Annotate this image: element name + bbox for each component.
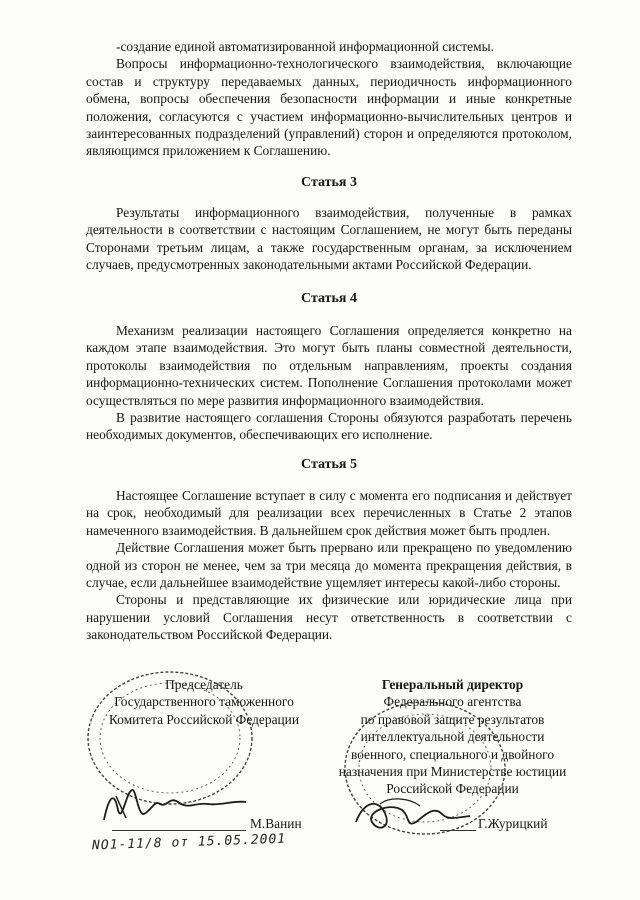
article-4-paragraph-1: Механизм реализации настоящего Соглашения определяется конкретно на каждом этапе взаимодействия. Это могут быть планы совместной деятельности, протоколы взаимодействия по отдельным направлениям, проекты создания информационно-технических систем. Пополнение Соглашения протоколами может осуществляться по мере развития информационного взаимодействия. [86, 323, 572, 408]
intro-section [86, 38, 572, 160]
right-signatory-org-1: Федерального агентства [383, 694, 522, 710]
right-signatory-org-5: назначения при Министерстве юстиции [338, 764, 567, 780]
article-5-body [86, 487, 572, 644]
left-signature-line [112, 830, 246, 831]
right-signatory-org-6: Российской Федерации [386, 781, 519, 797]
article-3-paragraph-1: Результаты информационного взаимодействия, полученные в рамках деятельности в соответствии с настоящим Соглашением, не могут быть переданы Сторонами третьим лицам, а также государственным органам, за исключением случаев, предусмотренных законодательными актами Российской Федерации. [86, 205, 572, 273]
article-3-heading: Статья 3 [301, 175, 357, 190]
left-signatory-block [84, 676, 324, 728]
right-signatory-title: Генеральный директор [381, 677, 524, 692]
intro-line: -создание единой автоматизированной информационной системы. [116, 39, 494, 54]
article-5-paragraph-3: Стороны и представляющие их физические или юридические лица при нарушении условий Соглашения несут ответственность в соответствии с законодательством Российской Федерации. [86, 592, 572, 643]
right-signature-line [440, 830, 476, 831]
article-5-paragraph-2: Действие Соглашения может быть прервано или прекращено по уведомлению одной из сторон не менее, чем за три месяца до момента прекращения действия, в случае, если дальнейшее взаимодействие ущемляет интересы какой-либо стороны. [86, 540, 572, 591]
left-signatory-org-2: Комитета Российской Федерации [108, 711, 300, 727]
article-5-paragraph-1: Настоящее Соглашение вступает в силу с момента его подписания и действует на срок, необходимый для реализации всех перечисленных в Статье 2 этапов намеченного взаимодействия. В дальнейшем срок действия может быть продлен. [86, 488, 572, 538]
left-handwritten-signature [96, 780, 256, 828]
left-signatory-org-1: Государственного таможенного [114, 694, 294, 710]
right-handwritten-signature [350, 792, 480, 840]
right-signatory-org-2: по правовой защите результатов [360, 711, 545, 727]
article-4-paragraph-2: В развитие настоящего соглашения Стороны обязуются разработать перечень необходимых документов, обеспечивающих его исполнение. [86, 410, 572, 443]
right-signatory-org-4: военного, специального и двойного [350, 746, 555, 762]
right-signatory-block [330, 676, 575, 798]
left-signatory-title: Председатель [165, 677, 243, 692]
left-signatory-name: М.Ванин [250, 816, 302, 831]
right-signatory-name: Г.Журицкий [478, 816, 548, 831]
article-3-body [86, 204, 572, 274]
article-5-heading: Статья 5 [301, 457, 357, 472]
handwritten-registration-number: NО1-11/8 от 15.05.2001 [91, 831, 287, 854]
article-4-body [86, 322, 572, 444]
article-4-heading: Статья 4 [301, 291, 357, 306]
intro-paragraph: Вопросы информационно-технологического взаимодействия, включающие состав и структуру передаваемых данных, периодичность информационного обмена, вопросы обеспечения безопасности информации и иные конкретные положения, согласуются с участием информационно-вычислительных центров и заинтересованных подразделений (управлений) сторон и определяются протоколом, являющимся приложением к Соглашению. [86, 56, 572, 159]
right-signatory-org-3: интеллектуальной деятельности [360, 729, 545, 745]
